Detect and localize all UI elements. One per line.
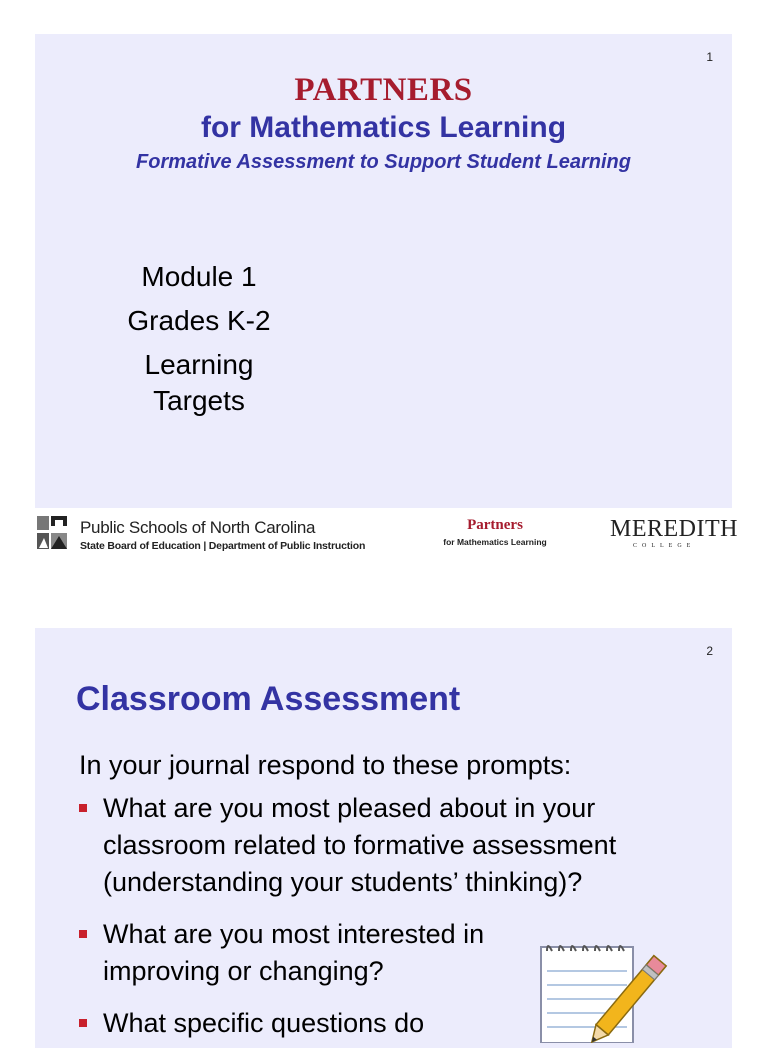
nc-dpi-logo-icon xyxy=(36,514,70,552)
title-math-learning: for Mathematics Learning xyxy=(200,111,567,144)
meredith-logo-subtext: COLLEGE xyxy=(633,543,696,549)
bullet-text: What specific questions do xyxy=(103,1008,425,1038)
org-name: Public Schools of North Carolina xyxy=(80,518,316,537)
bullet-text: What are you most pleased about in your classroom related to formative assessment (understanding your students’ thinking)? xyxy=(103,793,617,897)
module-info xyxy=(115,259,283,427)
subtitle: Formative Assessment to Support Student Learning xyxy=(136,151,631,173)
slide-1 xyxy=(35,34,738,558)
slide-number: 1 xyxy=(706,50,713,64)
partners-logo-subtext: for Mathematics Learning xyxy=(443,537,547,547)
title-partners: PARTNERS xyxy=(294,72,473,108)
bullet-text: What are you most interested in improving or changing? xyxy=(103,919,485,986)
bullet-square-icon xyxy=(79,930,87,938)
bullet-item xyxy=(79,916,519,990)
topic-line: Learning Targets xyxy=(144,349,254,416)
partners-logo-text: Partners xyxy=(467,517,523,533)
notepad-pencil-icon xyxy=(535,933,675,1043)
bullet-square-icon xyxy=(79,1019,87,1027)
meredith-logo-text: MEREDITH xyxy=(610,516,738,542)
org-subtitle: State Board of Education | Department of Public Instruction xyxy=(80,540,366,552)
grades-line: Grades K-2 xyxy=(127,305,271,336)
bullet-item xyxy=(79,790,719,901)
intro-text: In your journal respond to these prompts: xyxy=(79,750,572,780)
slide-number: 2 xyxy=(706,644,713,658)
slide-2 xyxy=(35,628,732,1048)
module-line: Module 1 xyxy=(141,261,257,292)
bullet-square-icon xyxy=(79,804,87,812)
slide-footer xyxy=(35,508,738,558)
slide-title: Classroom Assessment xyxy=(76,680,461,718)
